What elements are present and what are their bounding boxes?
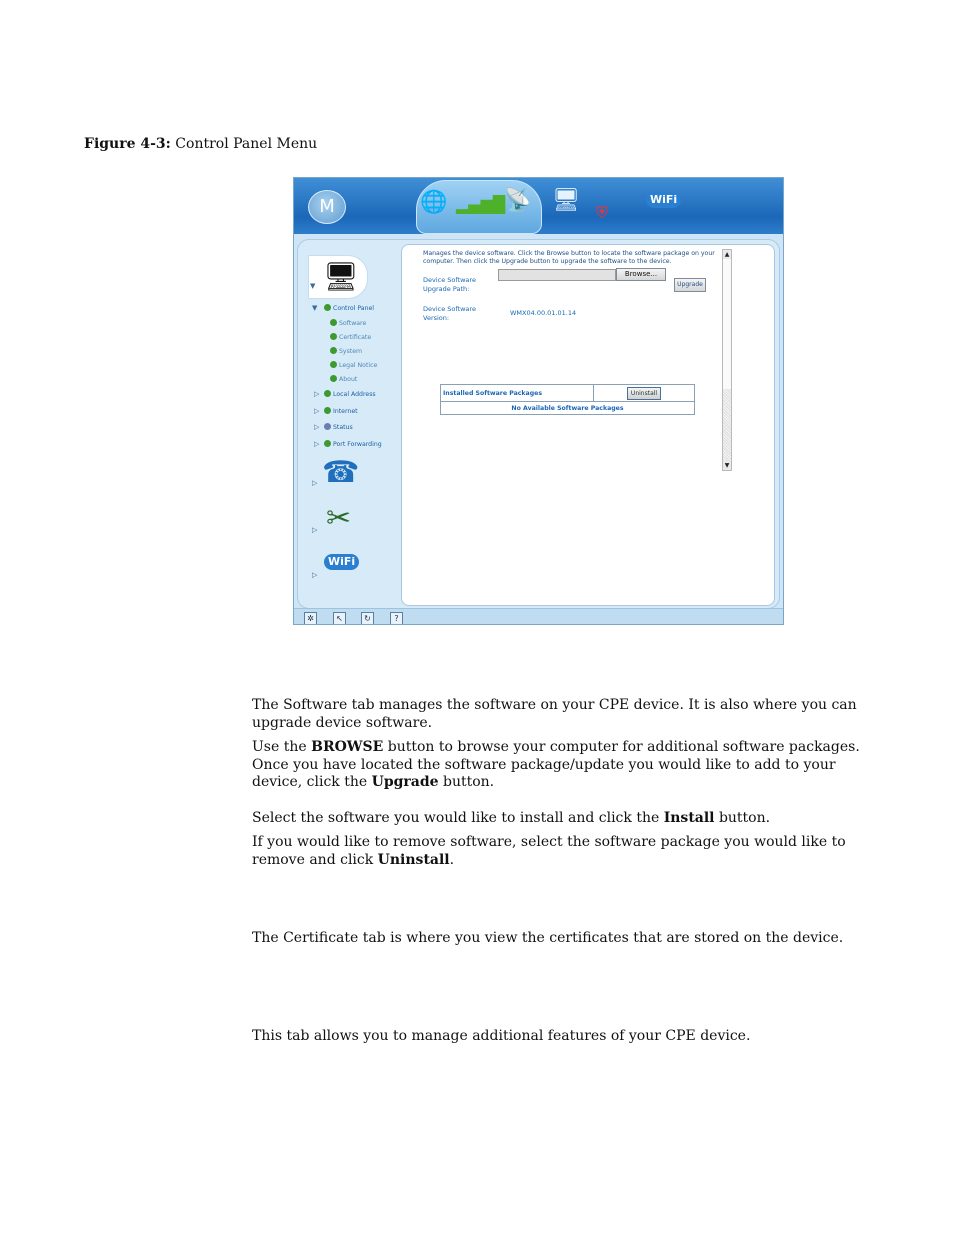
sidebar-item-software[interactable]: [330, 319, 366, 327]
paragraph-software-tab: The Software tab manages the software on your CPE device. It is also where you can upgrade device software.: [252, 697, 857, 731]
table-header-row: [441, 385, 695, 402]
browse-button[interactable]: Browse...: [616, 268, 666, 281]
help-icon[interactable]: ?: [390, 612, 403, 625]
security-icon[interactable]: ⛨: [596, 203, 609, 222]
sidebar-item-legal-notice[interactable]: [330, 361, 377, 369]
tools-icon[interactable]: ✂: [326, 501, 352, 536]
text-run: Select the software you would like to install and click the: [252, 810, 664, 826]
motorola-logo-icon[interactable]: M: [308, 190, 346, 224]
phone-icon[interactable]: ☎: [322, 455, 360, 490]
upgrade-path-input[interactable]: [498, 269, 616, 281]
control-panel-computer-icon[interactable]: 🖥: [308, 255, 368, 299]
sidebar-item-about[interactable]: [330, 375, 357, 383]
text-run-bold: Install: [663, 810, 715, 826]
expand-arrow-icon[interactable]: ▷: [314, 423, 320, 431]
sidebar-label: Internet: [333, 408, 358, 415]
uninstall-button[interactable]: Uninstall: [627, 387, 661, 400]
sidebar-label: Local Address: [333, 391, 376, 398]
sidebar-item-certificate[interactable]: [330, 333, 371, 341]
sidebar-item-internet[interactable]: [324, 407, 358, 415]
content-panel: [401, 244, 775, 606]
sidebar-item-port-forwarding[interactable]: [324, 440, 382, 448]
empty-message: No Available Software Packages: [441, 402, 695, 415]
text-run: Use the: [252, 739, 312, 755]
paragraph-install: [252, 810, 872, 828]
sidebar-item-control-panel[interactable]: [324, 304, 374, 312]
version-value: WMX04.00.01.01.14: [510, 309, 577, 317]
cursor-icon[interactable]: ↖: [333, 612, 346, 625]
sidebar-item-system[interactable]: [330, 347, 362, 355]
text-run: If you would like to remove software, select the software package you would like to remove and click: [252, 834, 846, 868]
table-header: Installed Software Packages: [441, 385, 594, 402]
figure-caption: [84, 136, 317, 152]
text-run: button to browse your computer for additional software packages. Once you have located the software package/update you would like to add to your device, click the: [252, 739, 860, 790]
expand-arrow-icon[interactable]: ▷: [314, 407, 320, 415]
top-toolbar: [294, 178, 783, 234]
content-scrollbar[interactable]: [722, 249, 732, 471]
text-run-bold: BROWSE: [311, 739, 384, 755]
bullet-icon: [324, 407, 331, 414]
sidebar-label: Control Panel: [333, 305, 375, 312]
bullet-icon: [324, 423, 331, 430]
upgrade-button[interactable]: Upgrade: [674, 278, 706, 292]
sidebar-item-local-address[interactable]: [324, 390, 376, 398]
paragraph-certificate: The Certificate tab is where you view the certificates that are stored on the device.: [252, 930, 844, 946]
sidebar-label: Port Forwarding: [333, 441, 382, 448]
figure-title: Control Panel Menu: [175, 136, 318, 152]
table-row: [441, 402, 695, 415]
bullet-icon: [324, 304, 331, 311]
text-run-bold: Upgrade: [371, 774, 439, 790]
paragraph-uninstall: [252, 834, 872, 869]
expand-arrow-icon[interactable]: ▷: [314, 390, 320, 398]
collapse-arrow-icon[interactable]: ▼: [312, 304, 318, 312]
sidebar-label: Software: [339, 320, 367, 327]
installed-packages-table: [440, 384, 695, 415]
signal-bars-icon[interactable]: ▂▄▆█: [456, 195, 506, 214]
expand-arrow-icon[interactable]: ▷: [312, 479, 318, 487]
control-panel-screenshot: [293, 177, 784, 625]
scroll-down-icon[interactable]: ▼: [724, 462, 730, 469]
antenna-icon[interactable]: 📡: [504, 188, 532, 213]
scroll-up-icon[interactable]: ▲: [724, 251, 730, 258]
paragraph-browse: [252, 739, 872, 792]
bullet-icon: [330, 319, 337, 326]
bottom-toolbar: [294, 608, 783, 625]
globe-icon[interactable]: 🌐: [420, 190, 448, 215]
software-description: Manages the device software. Click the Browse button to locate the software package on your computer. Then click the Upgrade button to upgrade the software to the device.: [423, 250, 715, 265]
paragraph-system: This tab allows you to manage additional features of your CPE device.: [252, 1028, 751, 1044]
version-label: Device Software Version:: [423, 305, 476, 322]
bullet-icon: [324, 390, 331, 397]
bullet-icon: [330, 361, 337, 368]
bullet-icon: [330, 333, 337, 340]
table-action-cell: [594, 385, 695, 402]
text-run: button.: [438, 774, 495, 790]
sidebar-label: Status: [333, 424, 353, 431]
expand-arrow-icon[interactable]: ▷: [312, 526, 318, 534]
bullet-icon: [330, 347, 337, 354]
spark-icon[interactable]: ✲: [304, 612, 317, 625]
text-run-bold: Uninstall: [377, 851, 450, 868]
bullet-icon: [330, 375, 337, 382]
refresh-icon[interactable]: ↻: [361, 612, 374, 625]
sidebar-item-status[interactable]: [324, 423, 353, 431]
scroll-track[interactable]: [723, 389, 731, 463]
text-run: button.: [714, 810, 771, 826]
upgrade-path-label: Device Software Upgrade Path:: [423, 276, 476, 293]
sidebar-label: Legal Notice: [339, 362, 378, 369]
wifi-icon[interactable]: WiFi: [324, 554, 359, 570]
figure-label: Figure 4-3:: [84, 136, 171, 152]
sidebar-label: System: [339, 348, 363, 355]
bullet-icon: [324, 440, 331, 447]
expand-arrow-icon[interactable]: ▷: [312, 571, 318, 579]
scroll-thumb[interactable]: [723, 259, 731, 390]
expand-arrow-icon[interactable]: ▼: [310, 282, 316, 290]
expand-arrow-icon[interactable]: ▷: [314, 440, 320, 448]
sidebar-label: About: [339, 376, 358, 383]
sidebar-label: Certificate: [339, 334, 372, 341]
text-run: .: [449, 851, 455, 868]
wifi-icon[interactable]: WiFi: [646, 192, 681, 208]
computer-icon[interactable]: 🖥: [552, 188, 580, 213]
